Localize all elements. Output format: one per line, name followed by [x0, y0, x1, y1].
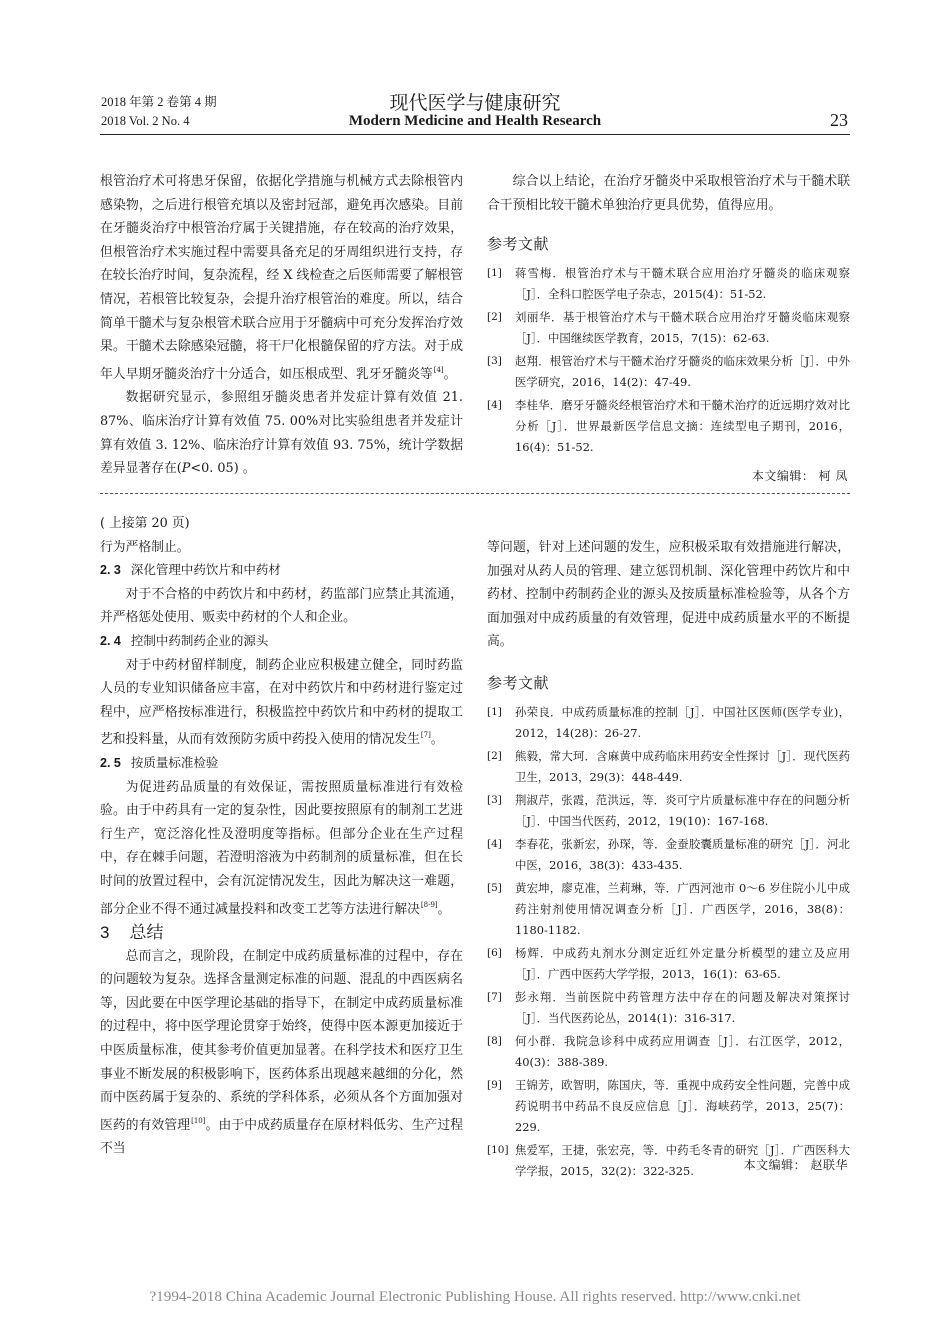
reference-text: 熊毅，常大珂．含麻黄中成药临床用药安全性探讨［J］．现代医药卫生，2013，29(3)：448-449.: [515, 748, 850, 784]
issue-cn: 2018 年第 2 卷第 4 期: [101, 95, 217, 109]
citation: [4]: [433, 365, 444, 374]
reference-number: [9]: [487, 1078, 502, 1091]
reference-text: 焦爱军，王捷，张宏亮，等．中药毛冬青的研究［J］．广西医科大学学报，2015，32(2)：322-325.: [515, 1142, 850, 1178]
citation: [10]: [191, 1116, 206, 1125]
section-number: 2. 5: [100, 755, 121, 770]
paragraph-text: 对于中药材留样制度，制药企业应积极建立健全，同时药监人员的专业知识储备应丰富，在对中药饮片和中药材进行鉴定过程中，应严格按标准进行，积极监控中药饮片和中药材的提取工艺和投料量，从而有效预防劣质中药投入使用的情况发生: [100, 657, 463, 748]
article-divider: [100, 493, 850, 494]
reference-text: 王锦芳，欧智明，陈国庆，等．重视中成药安全性问题，完善中成药说明书中药品不良反应信息［J］．海峡药学，2013，25(7)：229.: [515, 1077, 850, 1134]
reference-number: [4]: [487, 837, 502, 850]
continued-note: ( 上接第 20 页): [100, 516, 190, 531]
conclusion-paragraph: 综合以上结论，在治疗牙髓炎中采取根管治疗术与干髓术联合干预相比较干髓术单独治疗更具优势，值得应用。: [487, 174, 850, 213]
journal-title-cn: 现代医学与健康研究: [389, 92, 561, 114]
reference-number: [3]: [487, 793, 502, 806]
lower-right-column: [487, 536, 850, 1184]
issue-en: 2018 Vol. 2 No. 4: [101, 114, 190, 128]
reference-text: 李桂华．磨牙牙髓炎经根管治疗术和干髓术治疗的近远期疗效对比分析［J］．世界最新医学信息文摘：连续型电子期刊，2016，16(4)：51-52.: [515, 397, 850, 454]
header-rule: [100, 134, 850, 135]
reference-number: [5]: [487, 881, 502, 894]
paragraph-end: 。: [437, 901, 451, 917]
references-title: 参考文献: [487, 235, 550, 254]
reference-number: [10]: [487, 1143, 509, 1156]
reference-text: 赵翔．根管治疗术与干髓术治疗牙髓炎的临床效果分析［J］．中外医学研究，2016，14(2)：47-49.: [515, 353, 850, 389]
paragraph-text: 总而言之，现阶段，在制定中成药质量标准的过程中，存在的问题较为复杂。选择含量测定标准的问题、混乱的中西医病名等，因此要在中医学理论基础的指导下，在制定中成药质量标准的过程中，将中医学理论贯穿于始终，使得中医本源更加接近于中医质量标准，使其参考价值更加显著。在科学技术和医疗卫生事业不断发展的积极影响下，医药体系出现越来越细的分化，然而中医药属于复杂的、系统的学科体系，必须从各个方面加强对医药的有效管理: [100, 948, 463, 1133]
reference-item: [487, 987, 850, 1029]
citation: [8-9]: [420, 900, 438, 909]
reference-text: 黄宏坤，廖克准，兰莉琳，等．广西河池市 0～6 岁住院小儿中成药注射剂使用情况调查分析［J］．广西医学，2016，38(8)：1180-1182.: [515, 880, 850, 937]
lower-left-column: [100, 512, 463, 1161]
section-number: 3: [100, 923, 110, 943]
reference-item: [487, 834, 850, 876]
paragraph: 行为严格制止。: [100, 539, 190, 555]
reference-text: 蒋雪梅．根管治疗术与干髓术联合应用治疗牙髓炎的临床观察［J］．全科口腔医学电子杂志，2015(4)：51-52.: [515, 265, 850, 301]
section-heading-3: [100, 921, 463, 945]
section-number: 2. 4: [100, 633, 121, 648]
reference-text: 彭永翔．当前医院中药管理方法中存在的问题及解决对策探讨［J］．当代医药论丛，2014(1)：316-317.: [515, 989, 850, 1025]
reference-number: [7]: [487, 990, 502, 1003]
paragraph-text: 为促进药品质量的有效保证，需按照质量标准进行有效检验。由于中药具有一定的复杂性，因此要按照原有的制剂工艺进行生产，宽泛溶化性及澄明度等指标。但部分企业在生产过程中，存在棘手问题，若澄明溶液为中药制剂的质量标准，但在长时间的放置过程中，会有沉淀情况发生，因此为解决这一难题，部分企业不得不通过减量投料和改变工艺等方法进行解决: [100, 779, 463, 917]
reference-number: [3]: [487, 354, 502, 367]
reference-number: [2]: [487, 749, 502, 762]
paragraph-text: 根管治疗术可将患牙保留，依据化学措施与机械方式去除根管内感染物，之后进行根管充填以及密封冠部，避免再次感染。目前在牙髓炎治疗中根管治疗属于关键措施，存在较高的治疗效果，但根管治疗术实施过程中需要具备充足的牙周组织进行支持，存在较长治疗时间，复杂流程，经 X 线检查之后医师需要了解根管情况，若根管比较复杂，会提升治疗根管治的难度。所以，结合简单干髓术与复杂根管术联合应用于牙髓病中可充分发挥治疗效果。干髓术去除感染冠髓，将干尸化根髓保留的疗方法。对于成年人早期牙髓炎治疗十分适合，如压根成型、乳牙牙髓炎等: [100, 174, 463, 382]
paragraph-end: 。: [443, 366, 457, 382]
section-heading-2-3: [100, 559, 463, 583]
paragraph-end: 。: [430, 732, 444, 748]
paragraph-text: 数据研究显示，参照组牙髓炎患者并发症计算有效值 21. 87%、临床治疗计算有效值 75. 00%对比实验组患者并发症计算有效值 3. 12%、临床治疗计算有效值 93. 75%，统计学数据差异显著存在(: [100, 390, 463, 477]
references-title: 参考文献: [487, 673, 550, 692]
reference-item: [487, 1031, 850, 1073]
references-list: [487, 702, 850, 1182]
paragraph: 等问题，针对上述问题的发生，应积极采取有效措施进行解决，加强对从药人员的管理、建立惩罚机制、深化管理中药饮片和中药材、控制中药制药企业的源头及按质量标准检验等，从各个方面加强对中成药质量的有效管理，促进中成药质量水平的不断提高。: [487, 540, 850, 650]
paragraph: [100, 776, 463, 922]
reference-item: [487, 746, 850, 788]
reference-number: [1]: [487, 705, 502, 718]
reference-text: 孙荣良．中成药质量标准的控制［J］．中国社区医师(医学专业)，2012，14(28)：26-27.: [515, 704, 850, 740]
references-list: [487, 263, 850, 458]
paragraph: [100, 170, 463, 386]
paragraph-end: <0. 05) 。: [190, 461, 256, 477]
paragraph: [100, 945, 463, 1161]
reference-number: [6]: [487, 946, 502, 959]
section-number: 2. 3: [100, 563, 121, 578]
editor-credit: 本文编辑： 柯 凤: [751, 469, 848, 483]
copyright-footer: ?1994-2018 China Academic Journal Electronic Publishing House. All rights reserved. http://www.cnki.net: [149, 1288, 801, 1305]
reference-item: [487, 943, 850, 985]
reference-item: [487, 395, 850, 458]
reference-number: [2]: [487, 310, 502, 323]
reference-number: [1]: [487, 266, 502, 279]
section-heading-2-4: [100, 630, 463, 654]
reference-item: [487, 702, 850, 744]
paragraph: [100, 386, 463, 480]
section-heading-2-5: [100, 752, 463, 776]
reference-text: 荆淑芹，张霞，范洪远，等．炎可宁片质量标准中存在的问题分析［J］．中国当代医药，2012，19(10)：167-168.: [515, 792, 850, 828]
p-value-symbol: P: [181, 461, 191, 477]
journal-title-en: Modern Medicine and Health Research: [348, 113, 602, 129]
paragraph: 对于不合格的中药饮片和中药材，药监部门应禁止其流通，并严格惩处使用、贩卖中药材的个人和企业。: [100, 586, 463, 626]
reference-number: [4]: [487, 398, 502, 411]
reference-text: 刘丽华．基于根管治疗术与干髓术联合应用治疗牙髓炎临床观察［J］．中国继续医学教育，2015，7(15)：62-63.: [515, 309, 850, 345]
reference-item: [487, 307, 850, 349]
reference-number: [8]: [487, 1034, 502, 1047]
citation: [7]: [420, 731, 431, 740]
reference-item: [487, 1075, 850, 1138]
reference-item: [487, 878, 850, 941]
reference-item: [487, 351, 850, 393]
section-title: 深化管理中药饮片和中药材: [130, 563, 281, 578]
section-title: 总结: [129, 923, 164, 943]
paragraph: [100, 654, 463, 752]
paragraph-end: 。由于中成药质量存在原材料低劣、生产过程不当: [100, 1117, 463, 1157]
reference-text: 李春花，张新宏，孙琛，等．金蚕胶囊质量标准的研究［J］．河北中医，2016，38(3)：433-435.: [515, 836, 850, 872]
section-title: 按质量标准检验: [130, 755, 219, 770]
section-title: 控制中药制药企业的源头: [130, 633, 269, 648]
reference-text: 何小群．我院急诊科中成药应用调查［J］．右江医学，2012，40(3)：388-389.: [515, 1033, 850, 1069]
upper-right-column: [487, 170, 850, 460]
reference-text: 杨辉．中成药丸剂水分测定近红外定量分析模型的建立及应用［J］．广西中医药大学学报，2013，16(1)：63-65.: [515, 945, 850, 981]
upper-left-column: [100, 170, 463, 481]
reference-item: [487, 790, 850, 832]
reference-item: [487, 263, 850, 305]
page-number: 23: [830, 110, 848, 130]
editor-credit: 本文编辑： 赵联华: [743, 1158, 848, 1172]
